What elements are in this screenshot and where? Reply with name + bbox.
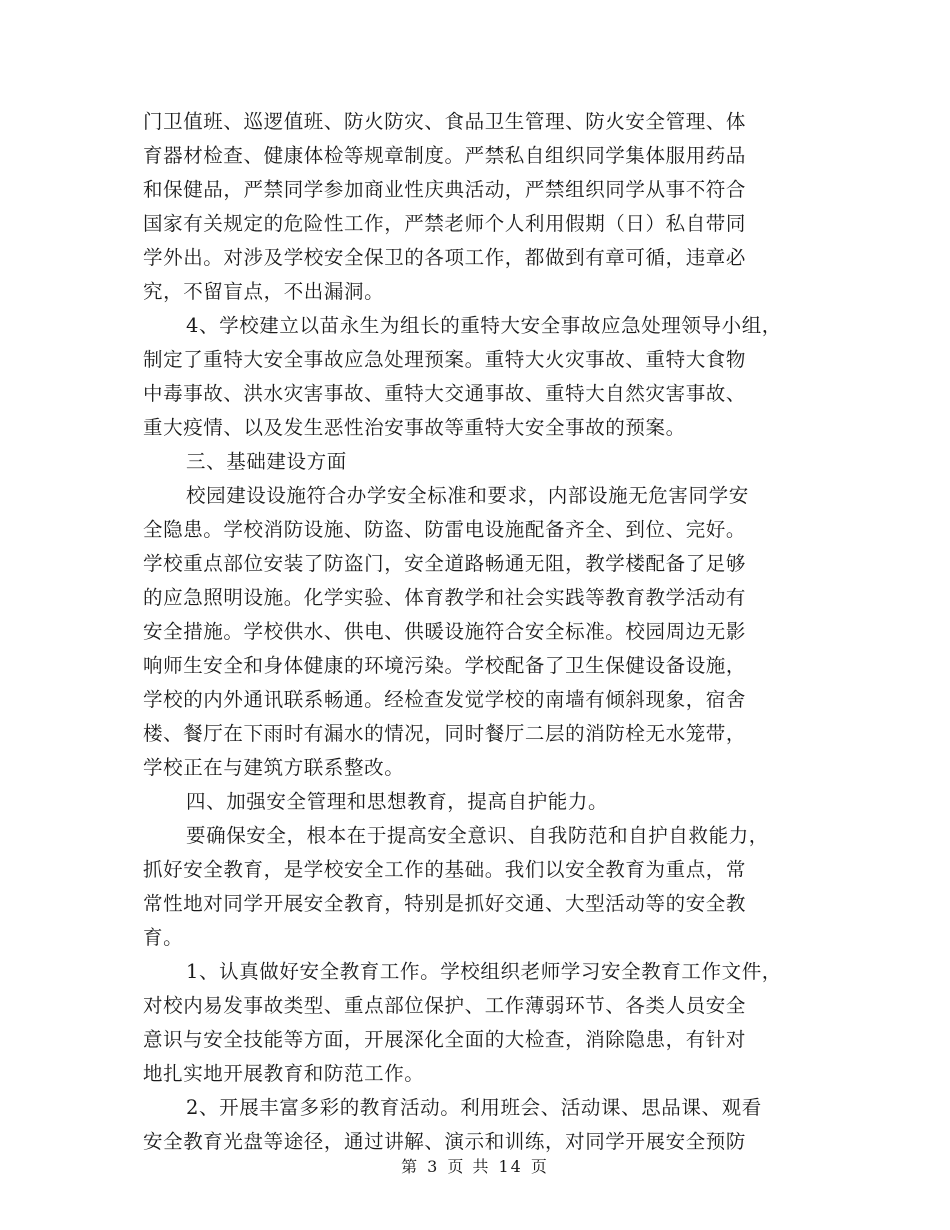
text-line: 重大疫情、以及发生恶性治安事故等重特大安全事故的预案。 xyxy=(143,416,686,439)
paragraph-start-line: 要确保安全，根本在于提高安全意识、自我防范和自护自救能力， xyxy=(186,824,769,847)
text-line: 响师生安全和身体健康的环境污染。学校配备了卫生保健设备设施， xyxy=(143,654,747,677)
text-line: 抓好安全教育，是学校安全工作的基础。我们以安全教育为重点，常 xyxy=(143,858,747,881)
page-footer xyxy=(0,1154,950,1177)
footer-suffix: 页 xyxy=(530,1157,549,1176)
text-line: 楼、餐厅在下雨时有漏水的情况，同时餐厅二层的消防栓无水笼带， xyxy=(143,722,747,745)
text-line: 和保健品，严禁同学参加商业性庆典活动，严禁组织同学从事不符合 xyxy=(143,178,747,201)
text-line: 常性地对同学开展安全教育，特别是抓好交通、大型活动等的安全教 xyxy=(143,892,747,915)
section-heading: 四、加强安全管理和思想教育，提高自护能力。 xyxy=(186,790,609,813)
section-heading: 三、基础建设方面 xyxy=(186,450,347,473)
text-line: 国家有关规定的危险性工作，严禁老师个人利用假期（日）私自带同 xyxy=(143,212,747,235)
text-line: 中毒事故、洪水灾害事故、重特大交通事故、重特大自然灾害事故、 xyxy=(143,382,747,405)
footer-middle: 页 共 xyxy=(447,1157,491,1176)
page-number: 3 xyxy=(427,1157,440,1176)
total-pages: 14 xyxy=(498,1157,523,1176)
text-line: 安全教育光盘等途径，通过讲解、演示和训练，对同学开展安全预防 xyxy=(143,1130,747,1153)
text-line: 学校正在与建筑方联系整改。 xyxy=(143,756,405,779)
text-line: 学校的内外通讯联系畅通。经检查发觉学校的南墙有倾斜现象，宿舍 xyxy=(143,688,747,711)
text-line: 的应急照明设施。化学实验、体育教学和社会实践等教育教学活动有 xyxy=(143,586,747,609)
text-line: 学外出。对涉及学校安全保卫的各项工作，都做到有章可循，违章必 xyxy=(143,246,747,269)
paragraph-start-line: 1、认真做好安全教育工作。学校组织老师学习安全教育工作文件， xyxy=(186,960,782,983)
text-line: 育。 xyxy=(143,926,184,949)
footer-prefix: 第 xyxy=(401,1157,420,1176)
text-line: 学校重点部位安装了防盗门，安全道路畅通无阻，教学楼配备了足够 xyxy=(143,552,747,575)
text-line: 育器材检查、健康体检等规章制度。严禁私自组织同学集体服用药品 xyxy=(143,144,747,167)
text-line: 制定了重特大安全事故应急处理预案。重特大火灾事故、重特大食物 xyxy=(143,348,747,371)
text-line: 对校内易发事故类型、重点部位保护、工作薄弱环节、各类人员安全 xyxy=(143,994,747,1017)
text-line: 门卫值班、巡逻值班、防火防灾、食品卫生管理、防火安全管理、体 xyxy=(143,110,747,133)
text-line: 安全措施。学校供水、供电、供暖设施符合安全标准。校园周边无影 xyxy=(143,620,747,643)
paragraph-start-line: 2、开展丰富多彩的教育活动。利用班会、活动课、思品课、观看 xyxy=(186,1096,762,1119)
text-line: 地扎实地开展教育和防范工作。 xyxy=(143,1062,425,1085)
text-line: 究，不留盲点，不出漏洞。 xyxy=(143,280,385,303)
text-line: 全隐患。学校消防设施、防盗、防雷电设施配备齐全、到位、完好。 xyxy=(143,518,747,541)
text-line: 意识与安全技能等方面，开展深化全面的大检查，消除隐患，有针对 xyxy=(143,1028,747,1051)
paragraph-start-line: 校园建设设施符合办学安全标准和要求，内部设施无危害同学安 xyxy=(186,484,749,507)
paragraph-start-line: 4、学校建立以苗永生为组长的重特大安全事故应急处理领导小组， xyxy=(186,314,782,337)
